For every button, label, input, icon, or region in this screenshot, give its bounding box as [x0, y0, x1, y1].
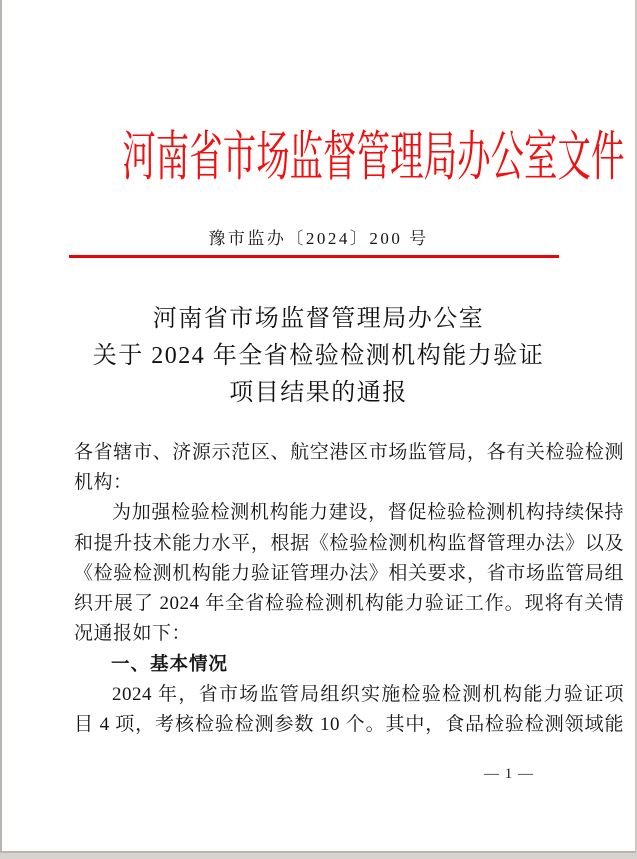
body-line: 2024 年，省市场监管局组织实施检验检测机构能力验证项: [112, 683, 624, 705]
body-line: 《检验检测机构能力验证管理办法》相关要求，省市场监管局组: [74, 562, 624, 584]
body-line: 织开展了 2024 年全省检验检测机构能力验证工作。现将有关情: [74, 593, 624, 615]
salutation-line-2: 机构：: [74, 472, 133, 494]
red-divider-line: [69, 255, 559, 258]
scan-background-edge: [0, 853, 637, 859]
body-line: 况通报如下：: [74, 623, 192, 645]
document-title-line-1: 河南省市场监督管理局办公室: [152, 306, 485, 332]
body-line: 目 4 项，考核检验检测参数 10 个。其中，食品检验检测领域能: [74, 713, 624, 735]
document-banner-title: 河南省市场监督管理局办公室文件: [122, 127, 625, 187]
page-number: — 1 —: [484, 766, 534, 782]
document-title-line-2: 关于 2024 年全省检验检测机构能力验证: [92, 343, 545, 369]
salutation-line-1: 各省辖市、济源示范区、航空港区市场监管局，各有关检验检测: [74, 442, 624, 463]
document-title: [2, 301, 635, 412]
document-body: [74, 438, 624, 740]
body-line: 为加强检验检测机构能力建设，督促检验检测机构持续保持: [112, 502, 624, 524]
section-heading: 一、基本情况: [111, 653, 229, 675]
document-number: 豫市监办〔2024〕200 号: [208, 229, 429, 248]
document-title-line-3: 项目结果的通报: [229, 380, 408, 406]
body-line: 和提升技术能力水平，根据《检验检测机构监督管理办法》以及: [74, 532, 624, 554]
